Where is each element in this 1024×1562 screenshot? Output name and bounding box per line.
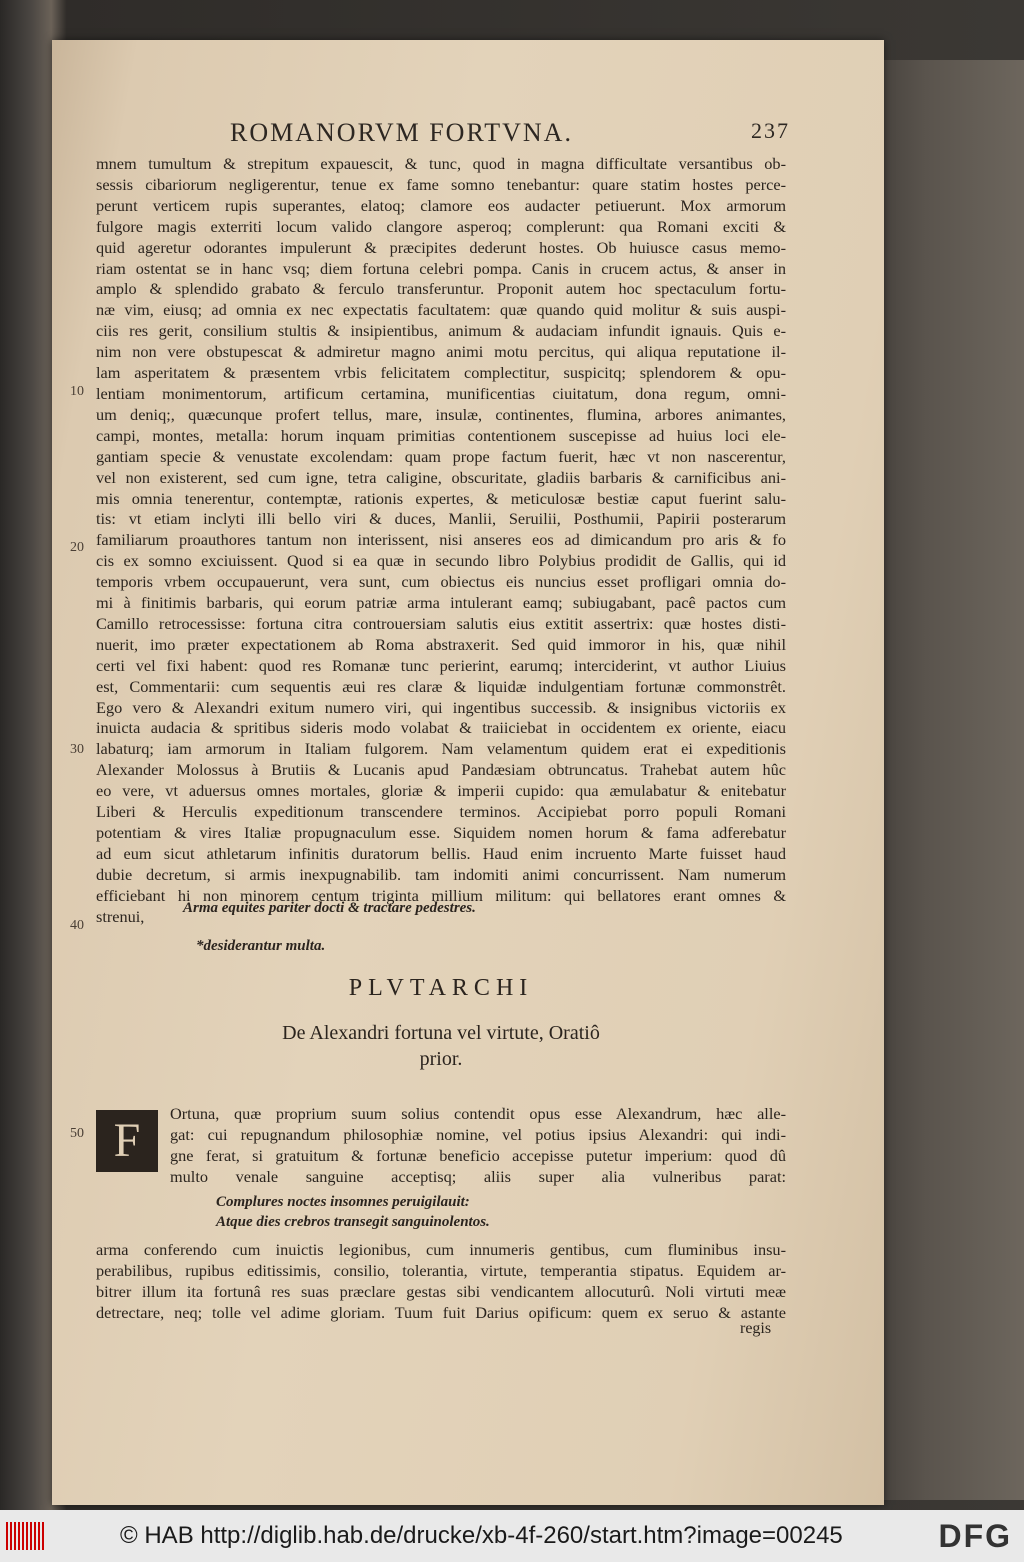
catchword: regis: [740, 1320, 772, 1337]
text-line: labaturq; iam armorum in Italiam fulgorem. Nam velamentum quidem erat ei expeditionis: [96, 739, 786, 759]
text-line: amplo & splendido grabato & ferculo transferuntur. Proponit autem hoc spectaculum fortu-: [96, 279, 786, 299]
main-text-block: [96, 154, 786, 928]
book-edge: [884, 60, 1024, 1500]
dfg-logo: DFG: [938, 1518, 1012, 1554]
decorated-initial: F: [96, 1110, 158, 1172]
text-line: temporis vrbem occupauerunt, vera sunt, cum obiectus eis nuncius esset profligari omnia do-: [96, 572, 786, 592]
text-line: arma conferendo cum inuictis legionibus, cum innumeris gentibus, cum fluminibus insu-: [96, 1240, 786, 1259]
subtitle-line: De Alexandri fortuna vel virtute, Oratiô: [282, 1022, 600, 1044]
text-line: næ vim, eiusq; ad omnia ex nec expectatis facultatem: quæ quando quid molitur & suis auspi-: [96, 300, 786, 320]
margin-number: 30: [70, 742, 84, 757]
running-title: ROMANORVM FORTVNA.: [230, 118, 573, 147]
text-line: campi, montes, metalla: horum inquam primitias contentionem suscepisse ad huius loci ele-: [96, 425, 786, 445]
text-line: perabilibus, rupibus editissimis, consilio, tolerantia, virtute, temperantia stipatus. Equidem ar-: [96, 1260, 786, 1280]
verse-line: Arma equites pariter docti & tractare pedestres.: [183, 900, 476, 916]
margin-number: 10: [70, 384, 84, 399]
text-line: mnem tumultum & strepitum expauescit, & tunc, quod in magna difficultate versantibus ob-: [96, 154, 786, 173]
quoted-verse: Atque dies crebros transegit sanguinolentos.: [216, 1214, 490, 1230]
subtitle-line: prior.: [419, 1048, 463, 1070]
text-line: Ego vero & Alexandri exitum numero viri, qui ingentibus successib. & insignibus victoriis ex: [96, 697, 786, 717]
text-line: um deniq;, quæcunque profert tellus, mare, insulæ, continentes, flumina, arbores animantes,: [96, 404, 786, 424]
text-line: lam asperitatem & præsentem vrbis felicitatem complectitur, suspicitq; splendorem & opu-: [96, 363, 786, 383]
text-line: tis: vt etiam inclyti illi bello viri & duces, Manlii, Seruilii, Posthumii, Papirii posterarum: [96, 509, 786, 529]
text-line: bitrer illum ita fortunâ res suas præclare gestas sibi vendicantem allocuturû. Noli virtuti meæ: [96, 1281, 786, 1301]
text-line: vel non existerent, sed cum igne, tetra caligine, obscuritate, gladiis barbaris & carnificibus ani-: [96, 467, 786, 487]
barcode-icon: [6, 1522, 46, 1550]
text-line: multo venale sanguine acceptisq; aliis super alia vulneribus parat:: [170, 1166, 786, 1186]
text-line: familiarum proauthores tantum non interissent, nisi anseres eos ad dimicandum pro aris & fo: [96, 530, 786, 550]
text-line: nim non vere obstupescat & admiretur magno animi motu percitus, qui aliqua reputatione il-: [96, 342, 786, 362]
closing-text-block: [96, 1240, 786, 1324]
lacuna-note: *desiderantur multa.: [196, 938, 326, 954]
quoted-verse: Complures noctes insomnes peruigilauit:: [216, 1194, 470, 1210]
section-subtitle: [96, 1020, 786, 1072]
text-line: certi vel fixi habent: quod res Romanæ tunc perierint, earumq; interciderint, vt author Liuius: [96, 655, 786, 675]
text-line: cis ex somno exciuissent. Quod si ea quæ in secundo libro Polybius prodidit de Gallis, qui id: [96, 551, 786, 571]
text-line: inuicta audacia & spritibus sideris modo volabat & traiiciebat in occidentem ex oriente, eiacu: [96, 718, 786, 738]
text-line: ad eum sicut athletarum infinitis duratorum bellis. Haud enim incruento Marte fuisset haud: [96, 843, 786, 863]
section-title: PLVTARCHI: [348, 975, 534, 1001]
text-line: Ortuna, quæ proprium suum solius contendit opus esse Alexandrum, hæc alle-: [170, 1104, 786, 1123]
text-line: est, Commentarii: cum sequentis æui res claræ & liquidæ indulgentiam fortunæ commonstrêt.: [96, 676, 786, 696]
text-line: detrectare, neq; tolle vel adime gloriam. Tuum fuit Darius opificum: quem ex seruo & astante: [96, 1302, 786, 1322]
text-line: quid ageretur odorantes impulerunt & præcipites dederunt hostes. Ob huiusce casus memo-: [96, 237, 786, 257]
text-line: dubie decretum, si armis inexpugnabilib. tam indomiti animi concurrissent. Nam numerum: [96, 864, 786, 884]
opening-text-block: [170, 1104, 786, 1188]
text-line: Camillo retrocessisse: fortuna citra controuersiam salutis eius extitit assertrix: quæ hostes disti-: [96, 613, 786, 633]
text-line: efficiebant hi non minorem centum triginta millium militum: qui bellatores erant omnes &: [96, 885, 786, 905]
text-line: ciis res gerit, consilium stultis & insipientibus, animum & audaciam infundit ignauis. Quis e-: [96, 321, 786, 341]
text-line: lentiam monimentorum, artificum certamina, munificentias ciuitatum, dona regum, omni-: [96, 383, 786, 403]
text-line: mis omnia tenerentur, contemptæ, rationis expertes, & meticulosæ bestiæ caput fuerint salu-: [96, 488, 786, 508]
text-line: gat: cui repugnandum philosophiæ nomine, vel potius ipsius Alexandri: qui indi-: [170, 1124, 786, 1144]
margin-number: 40: [70, 918, 84, 933]
text-line: gne ferat, si gratuitum & fortunæ beneficio accepisse putetur imperium: quod dû: [170, 1145, 786, 1165]
margin-number: 20: [70, 540, 84, 555]
text-line: eo vere, vt aduersus omnes mortales, gloriæ & imperii cupido: qua æmulabatur & enitebatur: [96, 781, 786, 801]
text-line: Liberi & Herculis expeditionum transcendere terminos. Accipiebat porro populi Romani: [96, 802, 786, 822]
text-line: strenui,: [96, 906, 145, 926]
margin-number: 50: [70, 1126, 84, 1141]
text-line: riam ostentat se in hanc vsq; diem fortuna celebri pompa. Canis in crucem actus, & anser in: [96, 258, 786, 278]
footer-credit-link[interactable]: © HAB http://diglib.hab.de/drucke/xb-4f-260/start.htm?image=00245: [120, 1522, 843, 1549]
footer-bar: [0, 1510, 1024, 1562]
text-line: nuerit, imo præter expectationem ab Roma abstraxerit. Sed quid immoror in his, quæ nihil: [96, 634, 786, 654]
page-number: 237: [751, 118, 790, 143]
text-line: potentiam & vires Italiæ propugnaculum esse. Siquidem nomen horum & fama adferebatur: [96, 823, 786, 842]
text-line: Alexander Molossus à Brutiis & Lucanis apud Pandæsiam obtruncatus. Trahebat autem hûc: [96, 760, 786, 780]
text-line: mi à finitimis barbaris, qui eorum patriæ arma intulerant eamq; subiugabant, pacê pactos cum: [96, 593, 786, 613]
text-line: fulgore magis exterriti locum valido clangore asperoq; complerunt: qua Romani exciti &: [96, 216, 786, 236]
text-line: perunt verticem rupis superantes, elatoq; clamore eos audacter petiuerunt. Mox armorum: [96, 195, 786, 215]
text-line: gantiam specie & venustate excolendam: quam prope factum fuerit, hæc vt non nascerentur,: [96, 446, 786, 466]
text-line: sessis cibariorum negligerentur, tenue ex fame somno tenebantur: quare statim hostes perce-: [96, 174, 786, 194]
